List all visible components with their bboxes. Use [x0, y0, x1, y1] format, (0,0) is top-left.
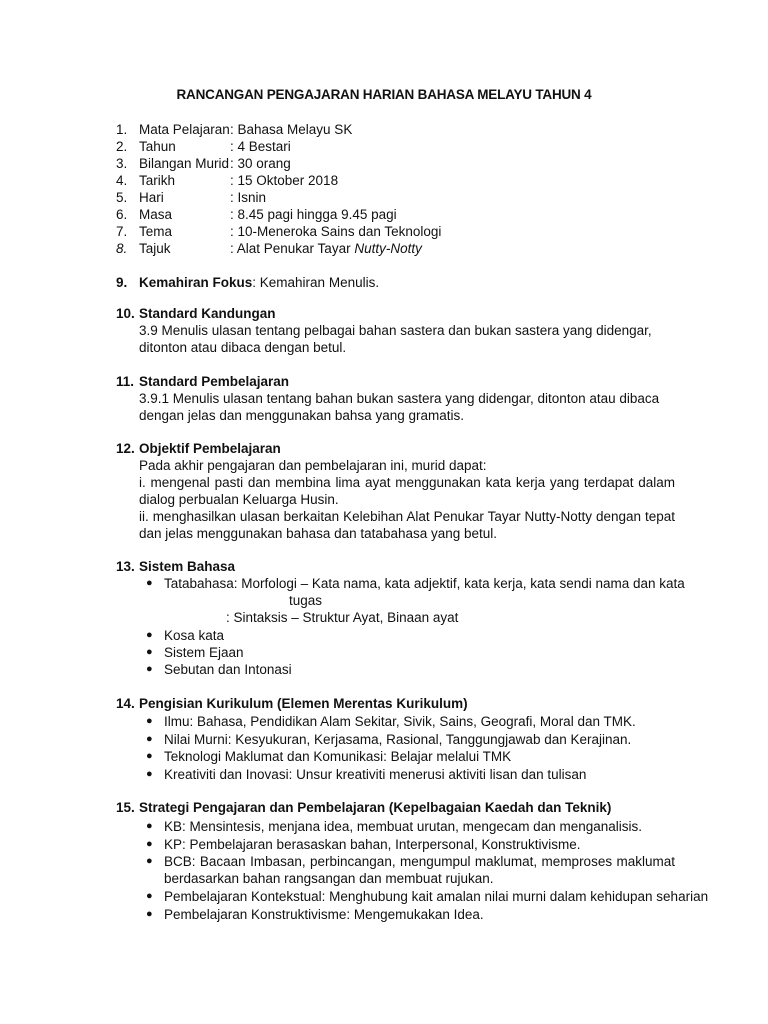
list-item: Sebutan dan Intonasi — [164, 662, 292, 677]
info-number: 1. — [116, 122, 128, 137]
info-label: Tema — [139, 224, 173, 239]
section-9 — [139, 274, 379, 291]
bullet-icon: ● — [146, 733, 153, 745]
info-label: Tahun — [139, 139, 176, 154]
info-number: 2. — [116, 139, 128, 154]
list-item: BCB: Bacaan Imbasan, perbincangan, mengumpul maklumat, memproses maklumat berdasarkan bahan rangsangan dan membuat rujukan. — [164, 854, 675, 887]
list-item: Pembelajaran Konstruktivisme: Mengemukakan Idea. — [164, 907, 484, 922]
bullet-icon: ● — [146, 629, 153, 641]
objective-intro: Pada akhir pengajaran dan pembelajaran ini, murid dapat: — [139, 458, 487, 473]
section-heading: Sistem Bahasa — [139, 559, 236, 574]
tatabahasa-cont: tugas — [289, 593, 323, 608]
document-title: RANCANGAN PENGAJARAN HARIAN BAHASA MELAYU TAHUN 4 — [176, 87, 592, 102]
bullet-icon: ● — [146, 577, 153, 589]
info-value: : 4 Bestari — [230, 139, 291, 154]
info-number: 5. — [116, 190, 128, 205]
list-item: Teknologi Maklumat dan Komunikasi: Belajar melalui TMK — [164, 749, 512, 764]
info-number: 3. — [116, 156, 128, 171]
bullet-icon: ● — [146, 768, 153, 780]
section-number: 9. — [116, 275, 128, 290]
bullet-icon: ● — [146, 750, 153, 762]
sintaksis-text: : Sintaksis – Struktur Ayat, Binaan ayat — [226, 610, 459, 625]
bullet-icon: ● — [146, 890, 153, 902]
list-item: Nilai Murni: Kesyukuran, Kerjasama, Rasional, Tanggungjawab dan Kerajinan. — [164, 732, 632, 747]
list-item: Sistem Ejaan — [164, 645, 244, 660]
bullet-icon: ● — [146, 663, 153, 675]
section-number: 14. — [116, 696, 135, 711]
info-value-italic: Nutty-Notty — [354, 241, 422, 256]
section-number: 15. — [116, 800, 135, 815]
section-heading: Kemahiran Fokus — [139, 275, 253, 290]
section-heading: Objektif Pembelajaran — [139, 441, 281, 456]
info-value: : 30 orang — [230, 156, 291, 171]
info-value-text: : Alat Penukar Tayar — [230, 241, 355, 256]
section-text: 3.9.1 Menulis ulasan tentang bahan bukan sastera yang didengar, ditonton atau dibaca — [139, 391, 660, 406]
info-value: : Bahasa Melayu SK — [230, 122, 353, 137]
objective-ii: ii. menghasilkan ulasan berkaitan Kelebihan Alat Penukar Tayar Nutty-Notty dengan tepat dan jelas menggunakan bahasa dan tatabahasa yang betul. — [139, 509, 675, 542]
bullet-icon: ● — [146, 838, 153, 850]
info-label: Bilangan Murid — [139, 156, 230, 171]
info-value: : Isnin — [230, 190, 267, 205]
info-value: : 15 Oktober 2018 — [230, 173, 339, 188]
info-label: Tajuk — [139, 241, 171, 256]
section-text: : Kemahiran Menulis. — [252, 275, 380, 290]
list-item: KP: Pembelajaran berasaskan bahan, Interpersonal, Konstruktivisme. — [164, 837, 581, 852]
bullet-icon: ● — [146, 855, 153, 867]
section-number: 10. — [116, 306, 135, 321]
info-label: Masa — [139, 207, 173, 222]
list-item: Kreativiti dan Inovasi: Unsur kreativiti menerusi aktiviti lisan dan tulisan — [164, 767, 587, 782]
list-item: KB: Mensintesis, menjana idea, membuat urutan, mengecam dan menganalisis. — [164, 819, 643, 834]
info-label: Tarikh — [139, 173, 176, 188]
section-number: 13. — [116, 559, 135, 574]
info-number: 7. — [116, 224, 128, 239]
info-number: 6. — [116, 207, 128, 222]
info-number: 4. — [116, 173, 128, 188]
info-value: : 10-Meneroka Sains dan Teknologi — [230, 224, 442, 239]
info-number: 8. — [116, 241, 128, 256]
section-text: 3.9 Menulis ulasan tentang pelbagai bahan sastera dan bukan sastera yang didengar, ditonton atau dibaca dengan betul. — [139, 323, 652, 356]
info-value — [230, 240, 422, 257]
bullet-icon: ● — [146, 715, 153, 727]
section-number: 12. — [116, 441, 135, 456]
list-item: Ilmu: Bahasa, Pendidikan Alam Sekitar, Sivik, Sains, Geografi, Moral dan TMK. — [164, 714, 636, 729]
info-label: Mata Pelajaran — [139, 122, 230, 137]
objective-i: i. mengenal pasti dan membina lima ayat menggunakan kata kerja yang terdapat dalam dialog perbualan Keluarga Husin. — [139, 475, 675, 508]
section-number: 11. — [116, 374, 135, 389]
list-item: Pembelajaran Kontekstual: Menghubung kait amalan nilai murni dalam kehidupan seharian — [164, 889, 709, 904]
bullet-icon: ● — [146, 820, 153, 832]
bullet-icon: ● — [146, 908, 153, 920]
section-heading: Standard Kandungan — [139, 306, 276, 321]
tatabahasa-text: Tatabahasa: Morfologi – Kata nama, kata adjektif, kata kerja, kata sendi nama dan kata — [164, 576, 685, 591]
bullet-icon: ● — [146, 646, 153, 658]
info-value: : 8.45 pagi hingga 9.45 pagi — [230, 207, 397, 222]
section-text: dengan jelas dan menggunakan bahsa yang gramatis. — [139, 408, 464, 423]
section-heading: Strategi Pengajaran dan Pembelajaran (Kepelbagaian Kaedah dan Teknik) — [139, 800, 612, 815]
list-item: Kosa kata — [164, 628, 225, 643]
section-heading: Standard Pembelajaran — [139, 374, 290, 389]
info-label: Hari — [139, 190, 164, 205]
section-heading: Pengisian Kurikulum (Elemen Merentas Kurikulum) — [139, 696, 468, 711]
